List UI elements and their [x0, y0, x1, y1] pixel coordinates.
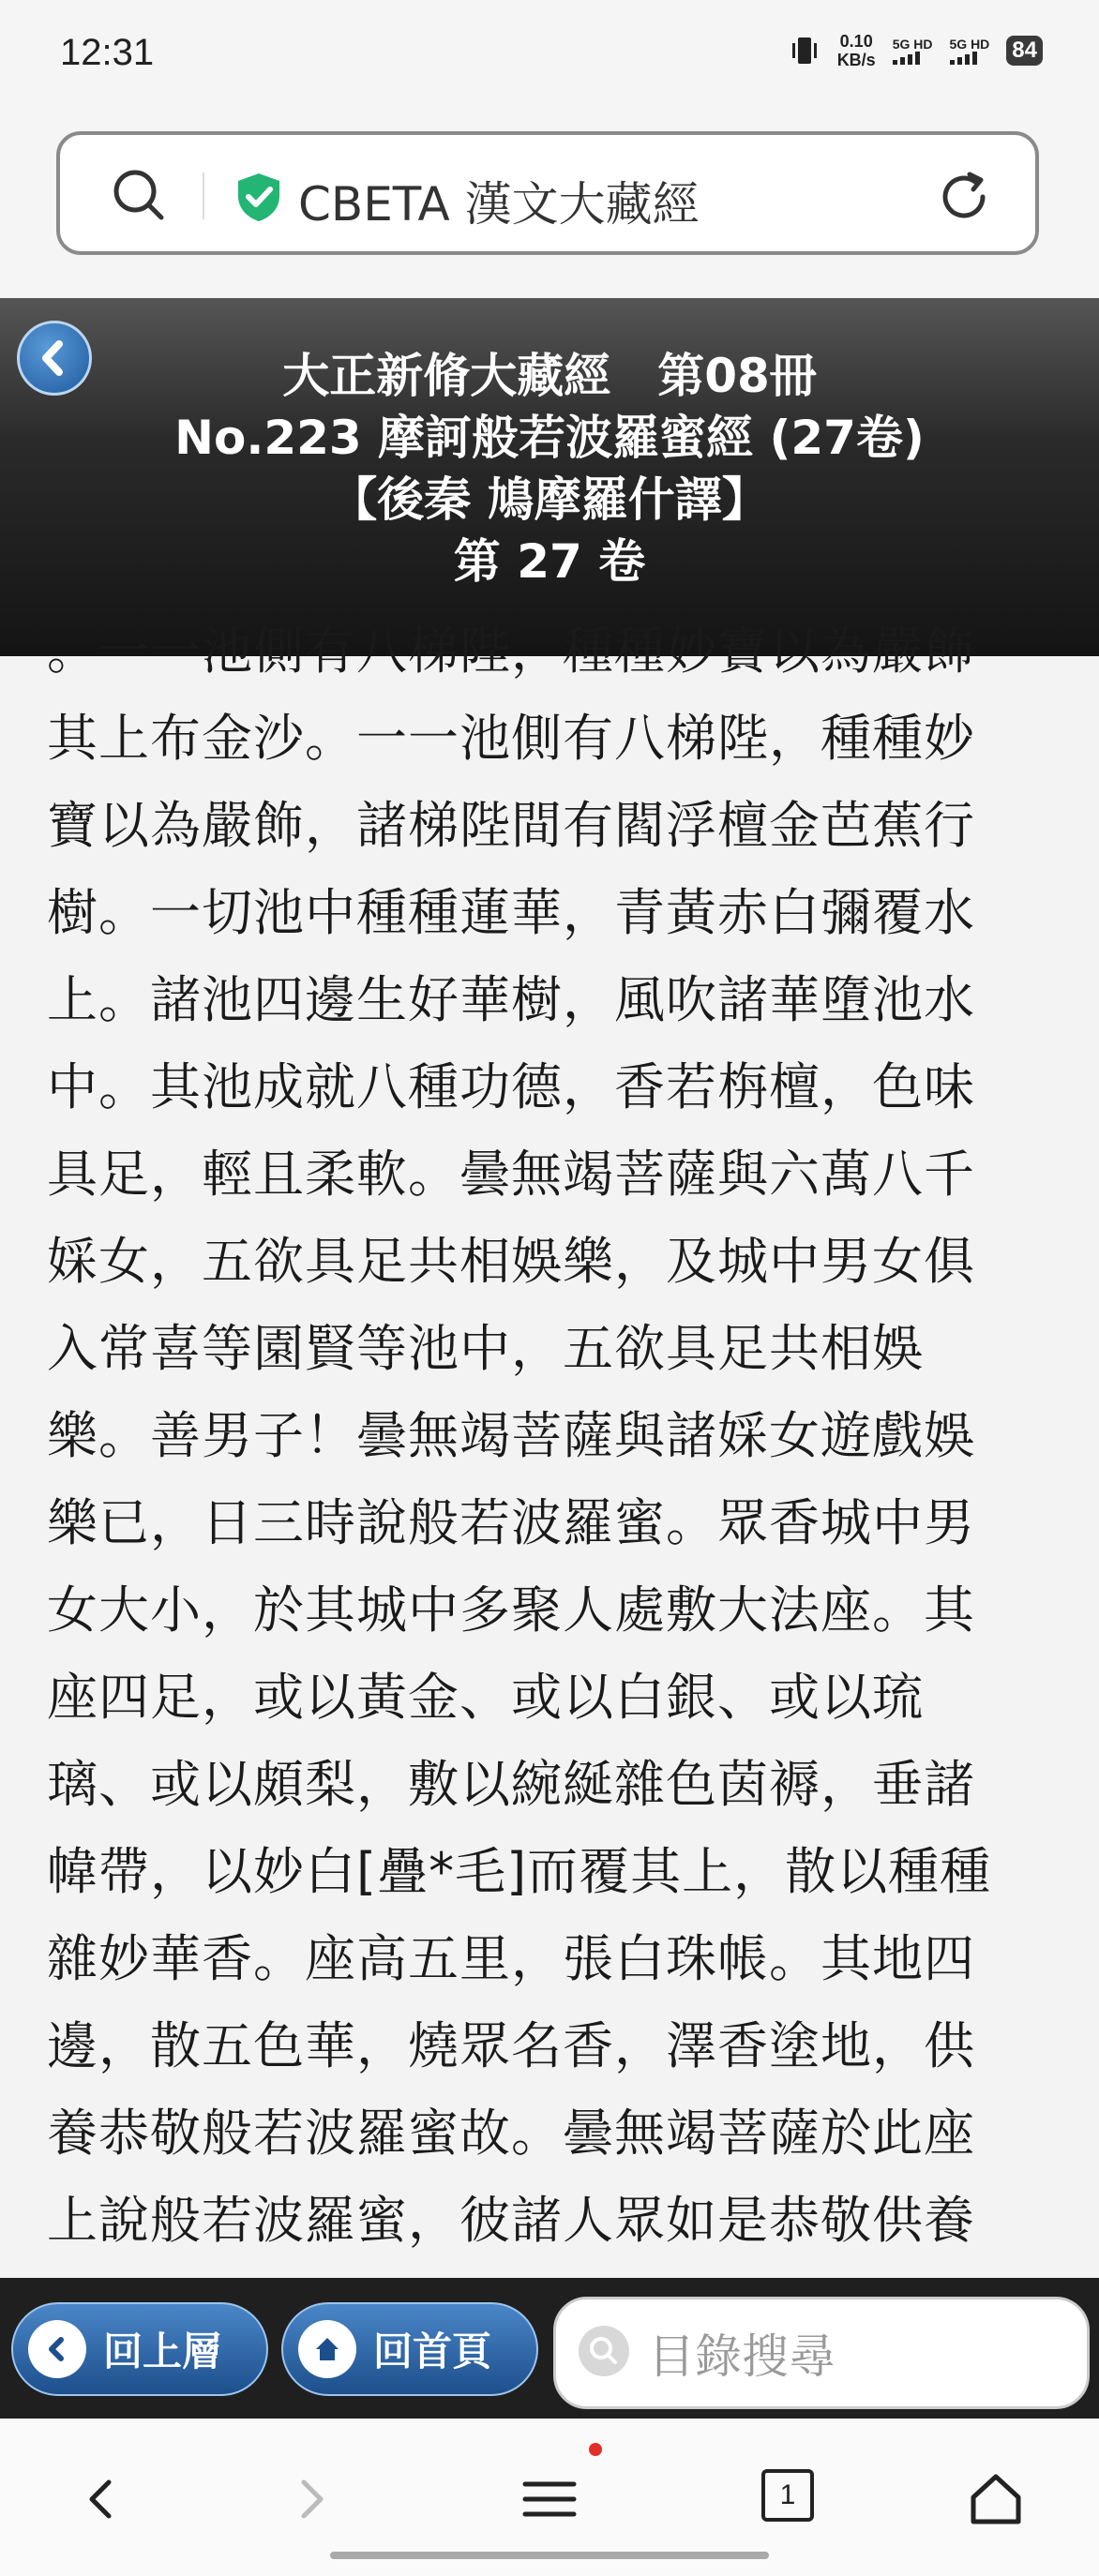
search-placeholder: 目錄搜尋 [648, 2329, 836, 2384]
text-line: 幃帶，以妙白[疊*毛]而覆其上，散以種種 [47, 1842, 992, 1901]
sutra-text-area[interactable] [0, 622, 1099, 2278]
clock: 12:31 [60, 32, 155, 73]
tab-count-button[interactable]: 1 [761, 2469, 814, 2522]
home-icon[interactable] [958, 2462, 1033, 2537]
text-line: 璃、或以頗梨，敷以綩綖雜色茵褥，垂諸 [47, 1755, 975, 1814]
sutra-header [0, 298, 1099, 656]
nav-back-icon[interactable] [64, 2462, 139, 2537]
text-line: 上說般若波羅蜜，彼諸人眾如是恭敬供養 [47, 2191, 975, 2250]
canon-volume: 大正新脩大藏經 第08冊 [282, 349, 817, 403]
text-line: 邊，散五色華，燒眾名香，澤香塗地，供 [47, 2016, 975, 2075]
network-speed-value: 0.10 [839, 32, 873, 51]
address-bar[interactable] [56, 131, 1039, 255]
home-label: 回首頁 [373, 2329, 492, 2374]
url-text[interactable]: CBETA 漢文大藏經 [298, 177, 700, 232]
chevron-left-icon [28, 2320, 86, 2378]
battery-icon: 84 [1006, 36, 1043, 66]
text-line: 入常喜等園賢等池中，五欲具足共相娛 [47, 1319, 924, 1378]
signal-sim1 [893, 37, 933, 65]
text-line: 樹。一切池中種種蓮華，青黃赤白彌覆水 [47, 883, 975, 942]
search-icon[interactable] [109, 165, 169, 229]
sutra-text [47, 607, 1060, 2351]
network-speed-unit: KB/s [836, 51, 876, 69]
status-icons [789, 32, 1043, 69]
text-line: 上。諸池四邊生好華樹，風吹諸華墮池水 [47, 970, 975, 1029]
fascicle-number: 第 27 卷 [453, 534, 646, 589]
text-line: 寶以為嚴飾，諸梯陛間有閻浮檀金芭蕉行 [47, 796, 975, 855]
sim1-label: 5G HD [892, 37, 933, 52]
signal-bars-icon [950, 52, 977, 65]
home-icon [298, 2320, 356, 2378]
text-line: 具足，輕且柔軟。曇無竭菩薩與六萬八千 [47, 1145, 975, 1204]
signal-bars-icon [893, 52, 920, 65]
text-line: 中。其池成就八種功德，香若栴檀，色味 [47, 1057, 975, 1116]
reload-icon[interactable] [934, 167, 994, 231]
divider [203, 172, 204, 219]
network-speed [837, 32, 876, 69]
gesture-bar[interactable] [330, 2552, 769, 2559]
sutra-title-block [0, 345, 1099, 592]
vibrate-icon [789, 34, 820, 67]
search-icon [577, 2324, 631, 2382]
home-button[interactable] [281, 2302, 538, 2396]
secure-shield-icon[interactable] [233, 171, 285, 227]
menu-icon[interactable] [512, 2462, 587, 2537]
text-line: 樂已，日三時說般若波羅蜜。眾香城中男 [47, 1493, 975, 1552]
up-level-button[interactable] [11, 2302, 268, 2396]
signal-sim2 [950, 37, 990, 65]
catalog-search-input[interactable] [553, 2297, 1090, 2409]
translator: 【後秦 鳩摩羅什譯】 [330, 472, 769, 527]
sim2-label: 5G HD [949, 37, 990, 52]
bottom-toolbar [0, 2278, 1099, 2419]
text-line: 養恭敬般若波羅蜜故。曇無竭菩薩於此座 [47, 2104, 975, 2163]
up-level-label: 回上層 [103, 2329, 222, 2374]
text-line: 雜妙華香。座高五里，張白珠帳。其地四 [47, 1929, 975, 1988]
text-line: 女大小，於其城中多聚人處敷大法座。其 [47, 1580, 975, 1640]
nav-forward-icon[interactable] [274, 2462, 349, 2537]
text-line: 座四足，或以黃金、或以白銀、或以琉 [47, 1668, 924, 1727]
notification-dot [589, 2443, 602, 2456]
status-bar [0, 0, 1099, 112]
text-line: 樂。善男子！曇無竭菩薩與諸婇女遊戲娛 [47, 1406, 975, 1465]
text-line: 。一一池側有八梯陛，種種妙寶以為嚴飾 [47, 622, 975, 681]
text-line: 其上布金沙。一一池側有八梯陛，種種妙 [47, 709, 975, 768]
text-line: 婇女，五欲具足共相娛樂，及城中男女俱 [47, 1232, 975, 1291]
sutra-title: No.223 摩訶般若波羅蜜經 (27卷) [174, 411, 925, 465]
